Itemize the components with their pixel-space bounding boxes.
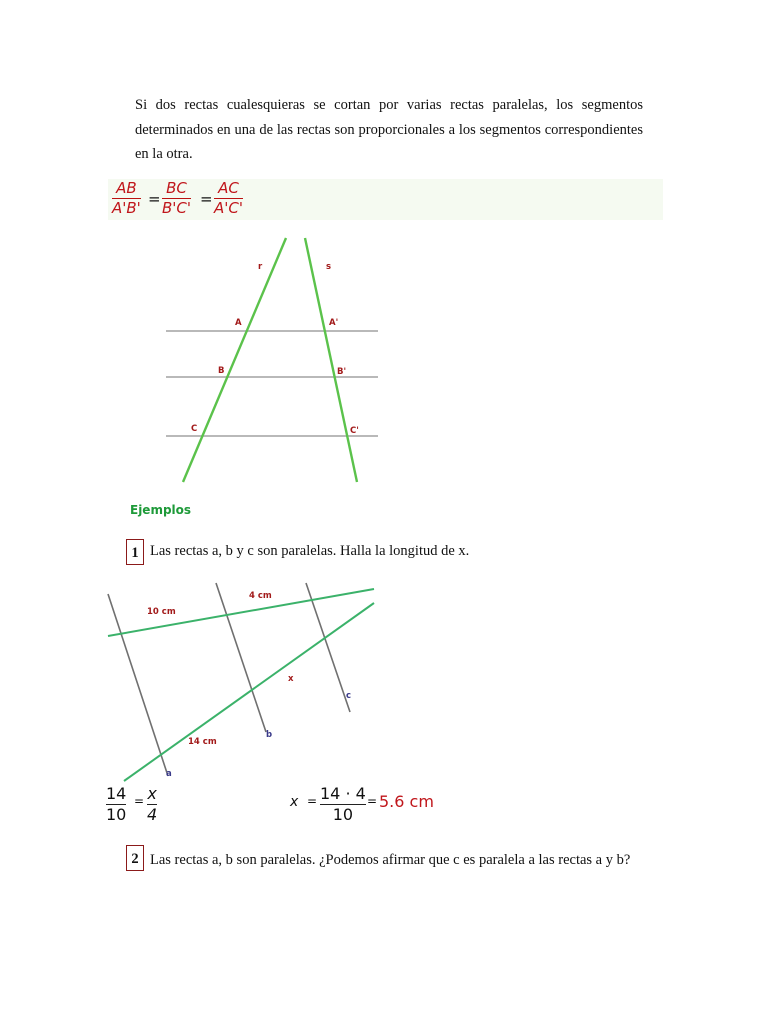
calc-fraction [320, 785, 366, 824]
fraction-ab [112, 180, 141, 217]
equals-sign: = [200, 190, 213, 208]
proportion-right [147, 785, 157, 824]
fraction-denominator: A'C' [214, 199, 243, 218]
fraction-denominator: A'B' [112, 199, 141, 218]
label-c: c [346, 691, 352, 701]
point-c-prime: C' [350, 426, 359, 436]
point-b-prime: B' [337, 367, 347, 377]
theorem-text: Si dos rectas cualesquieras se cortan por varias rectas paralelas, los segmentos determinados en una de las rectas son proporcionales a los segmentos correspondientes en la otra. [135, 97, 643, 162]
fraction-numerator: AC [218, 179, 239, 197]
example-2-question: Las rectas a, b son paralelas. ¿Podemos afirmar que c es paralela a las rectas a y b? [150, 852, 631, 868]
fraction-denominator: 10 [106, 805, 127, 824]
example-1-text: Las rectas a, b y c son paralelas. Halla la longitud de x. [150, 543, 470, 559]
label-b: b [266, 730, 273, 740]
example-number-2: 2 [126, 845, 144, 871]
fraction-bc [162, 180, 191, 217]
point-a: A [235, 318, 242, 328]
variable-x: x [290, 794, 299, 810]
fraction-numerator: AB [116, 179, 137, 197]
fraction-numerator: 14 [106, 784, 127, 803]
label-r: r [258, 262, 263, 272]
fraction-denominator: 10 [332, 805, 354, 824]
fraction-ac [214, 180, 243, 217]
line-s [305, 238, 357, 482]
line-a [108, 594, 168, 776]
label-10cm: 10 cm [147, 607, 176, 617]
equals-sign: = [367, 794, 378, 808]
label-a: a [166, 769, 172, 779]
point-a-prime: A' [329, 318, 339, 328]
fraction-numerator: BC [166, 179, 187, 197]
point-c: C [191, 424, 198, 434]
point-b: B [218, 366, 225, 376]
bottom-transversal [124, 603, 374, 781]
fraction-numerator: x [147, 784, 157, 803]
example-number-1: 1 [126, 539, 144, 565]
fraction-numerator: 14 · 4 [320, 784, 366, 803]
equals-sign: = [148, 190, 161, 208]
label-s: s [326, 262, 332, 272]
fraction-denominator: B'C' [162, 199, 192, 218]
formula-band [108, 179, 663, 220]
example-1-diagram [100, 580, 390, 785]
label-14cm: 14 cm [188, 737, 217, 747]
proportion-left [106, 785, 126, 824]
equals-sign: = [134, 794, 145, 808]
example-2-text [126, 845, 644, 875]
label-x: x [288, 674, 294, 684]
result-value: 5.6 cm [379, 792, 434, 811]
thales-diagram [160, 232, 390, 487]
line-r [183, 238, 286, 482]
equals-sign: = [307, 794, 318, 808]
fraction-denominator: 4 [147, 805, 158, 824]
examples-heading: Ejemplos [130, 503, 192, 517]
label-4cm: 4 cm [249, 591, 272, 601]
